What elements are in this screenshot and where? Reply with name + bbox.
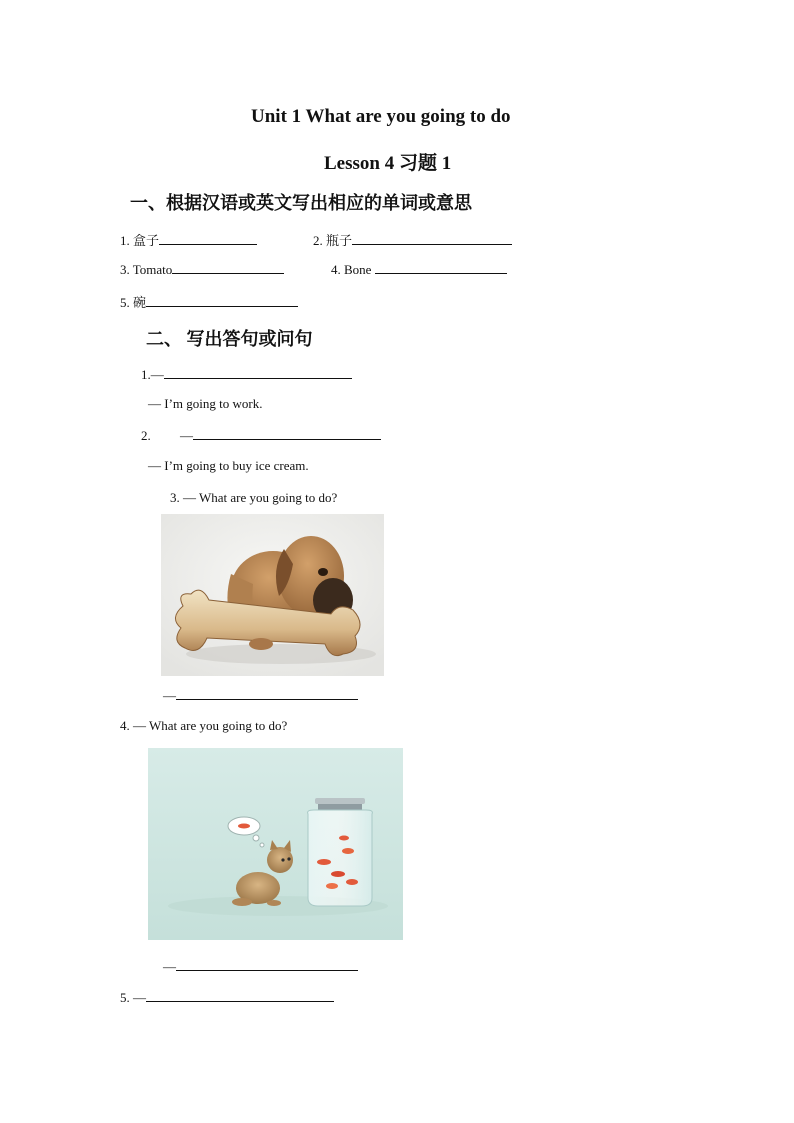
answer-blank[interactable]	[375, 261, 507, 274]
vocab-item-1	[120, 230, 257, 249]
question-number: 5.	[120, 990, 130, 1005]
dash: —	[150, 367, 164, 382]
item-prompt: Bone	[344, 262, 372, 277]
dash: —	[163, 688, 176, 703]
question-number: 1.	[141, 367, 151, 382]
item-prompt: 碗	[133, 295, 147, 310]
dash: —	[180, 428, 193, 443]
page-title: Unit 1 What are you going to do	[251, 106, 511, 127]
answer-blank[interactable]	[193, 427, 381, 440]
question-number: 2.	[141, 428, 151, 443]
item-number: 2.	[313, 233, 323, 248]
answer-3-line	[163, 687, 358, 704]
dash: —	[163, 959, 176, 974]
item-number: 3.	[120, 262, 130, 277]
vocab-item-4	[331, 261, 507, 278]
question-4: 4. — What are you going to do?	[120, 718, 288, 733]
vocab-item-3	[120, 261, 284, 278]
section1-heading: 一、根据汉语或英文写出相应的单词或意思	[130, 193, 472, 213]
vocab-item-2	[313, 230, 512, 249]
item-prompt: 瓶子	[326, 233, 353, 248]
item-prompt: 盒子	[133, 233, 160, 248]
cat-fish-photo	[148, 748, 403, 940]
answer-4-line	[163, 958, 358, 975]
dash: —	[133, 990, 146, 1005]
answer-blank[interactable]	[352, 232, 512, 245]
item-number: 4.	[331, 262, 341, 277]
answer-blank[interactable]	[159, 232, 257, 245]
answer-blank[interactable]	[146, 294, 298, 307]
answer-2: — I’m going to buy ice cream.	[148, 458, 309, 473]
answer-blank[interactable]	[164, 366, 352, 379]
answer-blank[interactable]	[172, 261, 284, 274]
question-3: 3. — What are you going to do?	[170, 490, 338, 505]
answer-blank[interactable]	[176, 958, 358, 971]
question-5	[120, 989, 334, 1006]
section2-heading: 二、 写出答句或问句	[146, 329, 313, 349]
vocab-item-5	[120, 292, 298, 311]
item-number: 5.	[120, 295, 130, 310]
item-prompt: Tomato	[132, 262, 173, 277]
answer-1: — I’m going to work.	[148, 396, 263, 411]
answer-blank[interactable]	[176, 687, 358, 700]
dog-bone-photo	[161, 514, 384, 676]
item-number: 1.	[120, 233, 130, 248]
question-2	[141, 427, 381, 444]
question-1	[141, 366, 352, 383]
lesson-title: Lesson 4 习题 1	[324, 153, 452, 174]
answer-blank[interactable]	[146, 989, 334, 1002]
